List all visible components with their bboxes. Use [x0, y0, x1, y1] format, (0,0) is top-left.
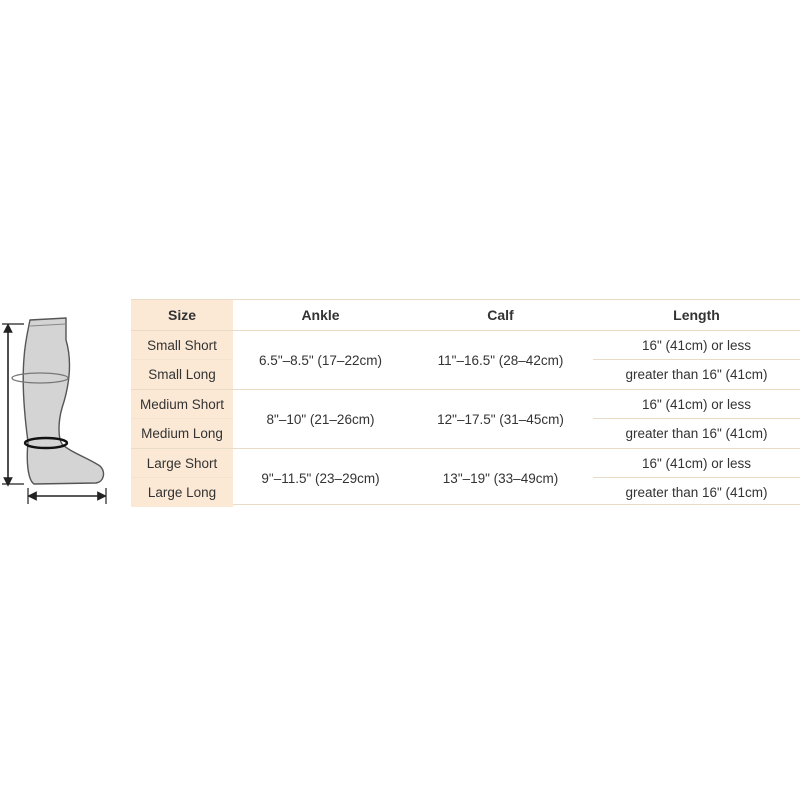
size-chart-table — [131, 299, 800, 505]
length-value: greater than 16" (41cm) — [625, 485, 768, 500]
size-group-large — [131, 449, 800, 507]
calf-range: 11"–16.5" (28–42cm) — [437, 352, 564, 368]
size-label: Large Long — [147, 485, 217, 500]
size-label: Small Long — [148, 367, 216, 382]
header-calf: Calf — [487, 307, 514, 323]
ankle-range: 9"–11.5" (23–29cm) — [261, 470, 380, 486]
size-label: Small Short — [131, 331, 233, 360]
size-label: Large Short — [131, 449, 233, 478]
header-length: Length — [673, 307, 720, 323]
ankle-range: 6.5"–8.5" (17–22cm) — [259, 352, 382, 368]
length-value: 16" (41cm) or less — [593, 449, 800, 478]
length-value: 16" (41cm) or less — [593, 390, 800, 419]
calf-range: 12"–17.5" (31–45cm) — [437, 411, 564, 427]
leg-shape — [23, 318, 103, 484]
table-header-row — [131, 300, 800, 331]
size-group-small — [131, 331, 800, 390]
header-size: Size — [131, 300, 233, 330]
length-value: greater than 16" (41cm) — [625, 426, 768, 441]
size-group-medium — [131, 390, 800, 449]
ankle-range: 8"–10" (21–26cm) — [266, 411, 375, 427]
length-value: greater than 16" (41cm) — [625, 367, 768, 382]
size-label: Medium Long — [141, 426, 223, 441]
length-value: 16" (41cm) or less — [593, 331, 800, 360]
size-label: Medium Short — [131, 390, 233, 419]
calf-range: 13"–19" (33–49cm) — [442, 470, 559, 486]
leg-measurement-diagram — [0, 312, 112, 507]
header-ankle: Ankle — [301, 307, 340, 323]
